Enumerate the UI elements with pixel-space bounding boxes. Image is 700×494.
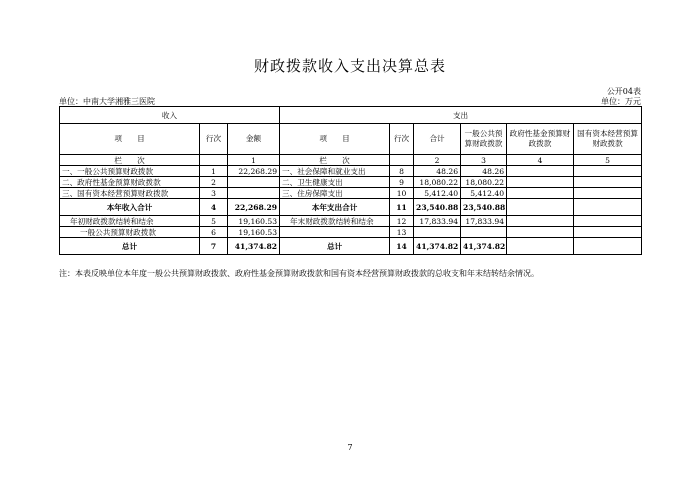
expense-state [574, 166, 642, 177]
income-amount: 19,160.53 [228, 227, 280, 238]
income-amount: 19,160.53 [228, 216, 280, 227]
table-row [60, 227, 642, 238]
table-row [60, 188, 642, 199]
income-seq: 7 [200, 238, 228, 255]
currency-unit: 单位：万元 [601, 97, 641, 106]
table-row [60, 166, 642, 177]
expense-fund [507, 166, 574, 177]
expense-general-header: 一般公共预算财政拨款 [461, 124, 507, 155]
income-amount: 41,374.82 [228, 238, 280, 255]
expense-item-header: 项 目 [280, 124, 390, 155]
col-number-3: 3 [461, 155, 507, 166]
income-seq: 6 [200, 227, 228, 238]
expense-general: 41,374.82 [461, 238, 507, 255]
budget-summary-table [59, 106, 642, 255]
expense-item: 一、社会保障和就业支出 [280, 166, 390, 177]
expense-item: 三、住房保障支出 [280, 188, 390, 199]
income-seq: 2 [200, 177, 228, 188]
page-title: 财政拨款收入支出决算总表 [253, 57, 446, 75]
income-item: 三、国有资本经营预算财政拨款 [60, 188, 200, 199]
expense-seq: 10 [390, 188, 414, 199]
col-number-2: 2 [414, 155, 461, 166]
income-seq: 3 [200, 188, 228, 199]
expense-item: 本年支出合计 [280, 199, 390, 216]
page-number: 7 [347, 443, 353, 452]
expense-total: 17,833.94 [414, 216, 461, 227]
expense-total: 41,374.82 [414, 238, 461, 255]
income-item: 一般公共预算财政拨款 [60, 227, 200, 238]
expense-header: 支出 [280, 107, 642, 124]
expense-item: 二、卫生健康支出 [280, 177, 390, 188]
expense-seq: 8 [390, 166, 414, 177]
income-amount [228, 188, 280, 199]
header-row-columns [60, 124, 642, 155]
expense-fund [507, 177, 574, 188]
income-amount [228, 177, 280, 188]
income-header: 收入 [60, 107, 280, 124]
expense-item: 年末财政拨款结转和结余 [280, 216, 390, 227]
income-seq-header: 行次 [200, 124, 228, 155]
income-item: 年初财政拨款结转和结余 [60, 216, 200, 227]
expense-total-header: 合计 [414, 124, 461, 155]
expense-fund [507, 188, 574, 199]
col-label-income: 栏 次 [60, 155, 200, 166]
income-amount: 22,268.29 [228, 166, 280, 177]
income-item: 二、政府性基金预算财政拨款 [60, 177, 200, 188]
expense-item [280, 227, 390, 238]
income-seq: 1 [200, 166, 228, 177]
expense-total: 23,540.88 [414, 199, 461, 216]
expense-state [574, 188, 642, 199]
expense-item: 总计 [280, 238, 390, 255]
expense-fund-header: 政府性基金预算财政拨款 [507, 124, 574, 155]
income-amount-header: 金额 [228, 124, 280, 155]
income-item: 一、一般公共预算财政拨款 [60, 166, 200, 177]
form-number: 公开04表 [606, 87, 641, 96]
expense-state-header: 国有资本经营预算财政拨款 [574, 124, 642, 155]
income-item: 本年收入合计 [60, 199, 200, 216]
col-number-5: 5 [574, 155, 642, 166]
income-item-header: 项 目 [60, 124, 200, 155]
income-seq: 5 [200, 216, 228, 227]
expense-total [414, 227, 461, 238]
expense-general: 48.26 [461, 166, 507, 177]
table-row [60, 177, 642, 188]
expense-seq: 9 [390, 177, 414, 188]
column-number-row [60, 155, 642, 166]
expense-general [461, 227, 507, 238]
grand-total-row [60, 238, 642, 255]
income-seq: 4 [200, 199, 228, 216]
expense-general: 23,540.88 [461, 199, 507, 216]
table-note: 注：本表反映单位本年度一般公共预算财政拨款、政府性基金预算财政拨款和国有资本经营预算财政拨款的总收支和年末结转结余情况。 [59, 269, 539, 278]
expense-total: 5,412.40 [414, 188, 461, 199]
col-label-expense: 栏 次 [280, 155, 390, 166]
expense-general: 5,412.40 [461, 188, 507, 199]
header-row-sections [60, 107, 642, 124]
col-number-1: 1 [228, 155, 280, 166]
unit-name: 单位：中南大学湘雅三医院 [59, 97, 155, 106]
expense-total: 18,080.22 [414, 177, 461, 188]
expense-seq: 12 [390, 216, 414, 227]
expense-seq: 11 [390, 199, 414, 216]
table-row [60, 216, 642, 227]
income-amount: 22,268.29 [228, 199, 280, 216]
expense-seq: 13 [390, 227, 414, 238]
col-number-4: 4 [507, 155, 574, 166]
expense-general: 18,080.22 [461, 177, 507, 188]
expense-state [574, 177, 642, 188]
year-total-row [60, 199, 642, 216]
income-item: 总计 [60, 238, 200, 255]
expense-total: 48.26 [414, 166, 461, 177]
expense-seq: 14 [390, 238, 414, 255]
expense-seq-header: 行次 [390, 124, 414, 155]
expense-general: 17,833.94 [461, 216, 507, 227]
